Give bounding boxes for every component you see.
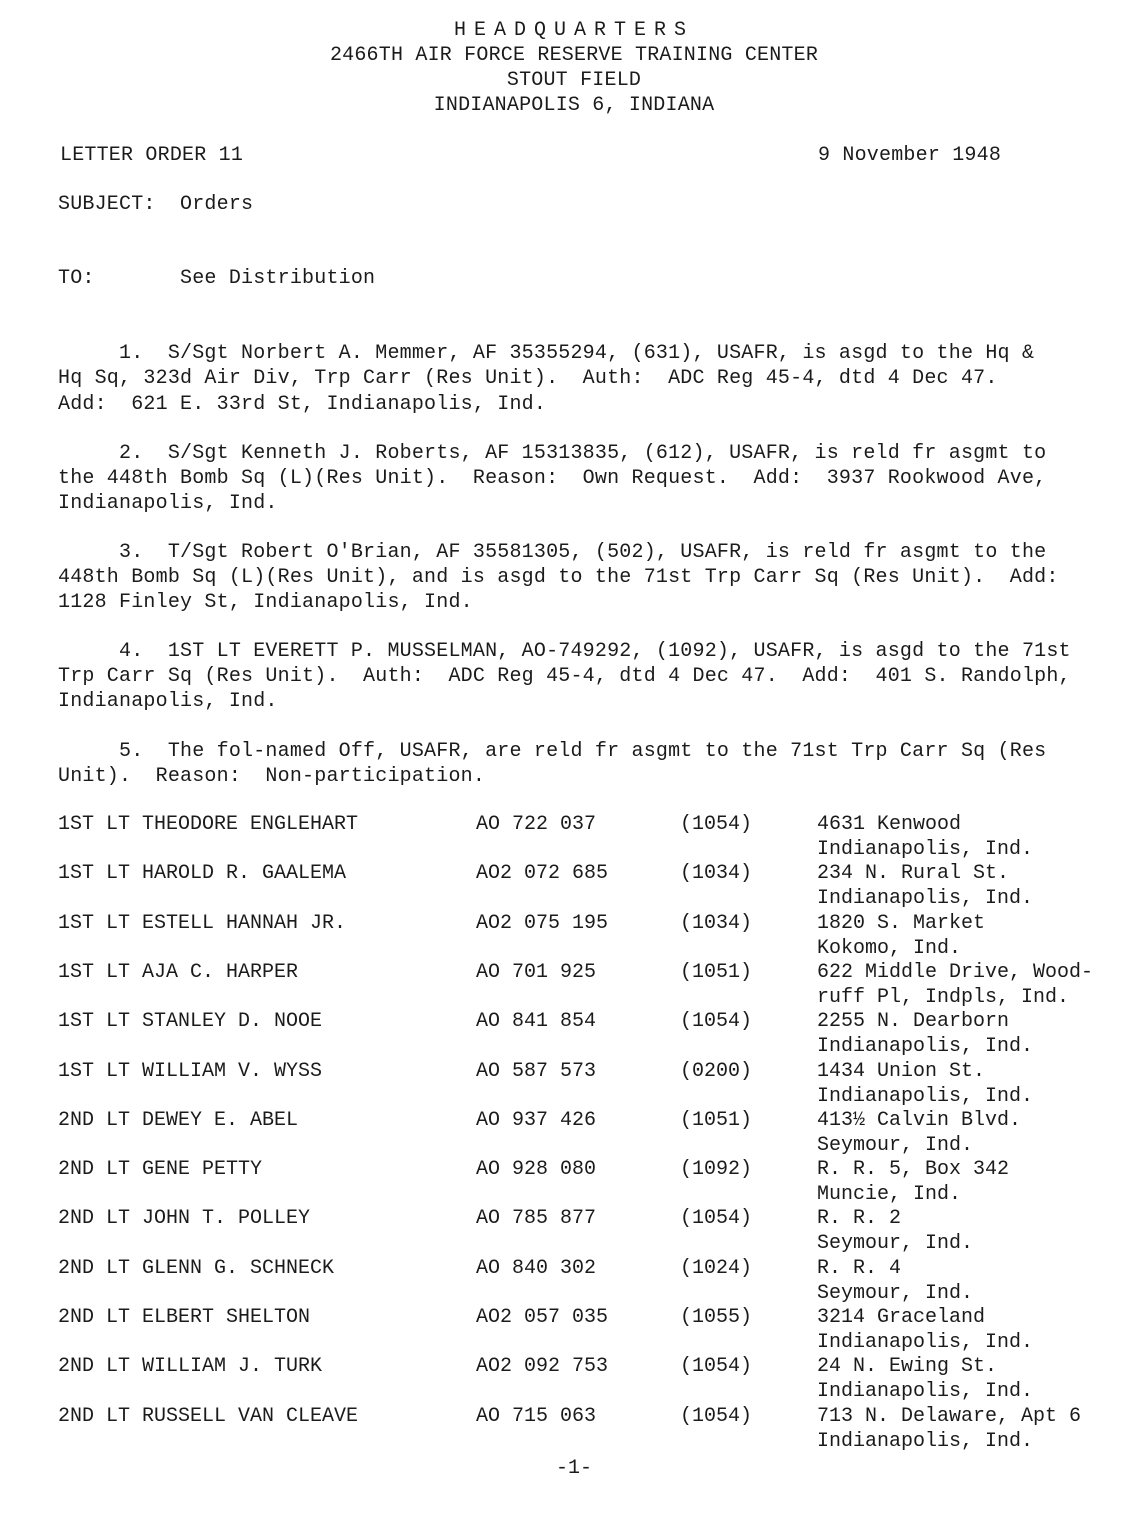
officer-row — [0, 1354, 1148, 1404]
officer-serial-number: AO 785 877 — [476, 1207, 597, 1231]
officer-specialty-code: (1034) — [680, 862, 753, 886]
paragraph-line: 5. The fol-named Off, USAFR, are reld fr asgmt to the 71st Trp Carr Sq (Res — [58, 740, 1047, 763]
officer-name: 1ST LT STANLEY D. NOOE — [58, 1010, 323, 1034]
officer-specialty-code: (1055) — [680, 1306, 753, 1329]
address-line-2: ruff Pl, Indpls, Ind. — [817, 985, 1070, 1009]
officer-serial-number: AO2 092 753 — [476, 1355, 609, 1379]
officer-name: 2ND LT GLENN G. SCHNECK — [58, 1256, 335, 1280]
address-line-1: 234 N. Rural St. — [817, 862, 1010, 886]
address-line-1: 2255 N. Dearborn — [817, 1010, 1010, 1034]
officer-address — [817, 960, 1093, 1010]
officer-address — [817, 1305, 1033, 1355]
field-name: STOUT FIELD — [506, 69, 642, 92]
subject-line: SUBJECT: Orders — [58, 193, 254, 216]
officer-name: 1ST LT HAROLD R. GAALEMA — [58, 862, 347, 886]
address-line-1: R. R. 2 — [817, 1207, 902, 1231]
officer-serial-number: AO 701 925 — [476, 960, 597, 984]
officer-specialty-code: (1051) — [680, 960, 753, 984]
training-center-name: 2466TH AIR FORCE RESERVE TRAINING CENTER — [329, 44, 819, 67]
address-line-1: 4631 Kenwood — [817, 813, 962, 836]
paragraph-line: 448th Bomb Sq (L)(Res Unit), and is asgd to the 71st Trp Carr Sq (Res Unit). Add: — [58, 566, 1059, 589]
paragraph-line: Trp Carr Sq (Res Unit). Auth: ADC Reg 45-4, dtd 4 Dec 47. Add: 401 S. Randolph, — [58, 665, 1071, 688]
officer-address — [817, 1059, 1033, 1109]
to-line: TO: See Distribution — [58, 267, 376, 290]
address-line-2: Indianapolis, Ind. — [817, 1380, 1034, 1404]
address-line-2: Kokomo, Ind. — [817, 936, 962, 960]
officer-specialty-code: (1054) — [680, 1010, 753, 1034]
officer-row — [0, 1157, 1148, 1207]
officer-specialty-code: (1034) — [680, 911, 753, 935]
officer-serial-number: AO 928 080 — [476, 1158, 597, 1182]
officer-row — [0, 1009, 1148, 1059]
paragraph-line: Indianapolis, Ind. — [58, 492, 278, 515]
paragraph-line: 3. T/Sgt Robert O'Brian, AF 35581305, (502), USAFR, is reld fr asgmt to the — [58, 541, 1047, 564]
officer-specialty-code: (1024) — [680, 1256, 753, 1280]
officer-specialty-code: (1051) — [680, 1108, 753, 1132]
address-line-2: Indianapolis, Ind. — [817, 1035, 1034, 1059]
officer-address — [817, 1256, 973, 1306]
address-line-1: 24 N. Ewing St. — [817, 1355, 998, 1379]
address-line-2: Indianapolis, Ind. — [817, 838, 1034, 861]
officer-name: 2ND LT GENE PETTY — [58, 1158, 263, 1182]
officer-row — [0, 911, 1148, 961]
address-line-2: Seymour, Ind. — [817, 1281, 974, 1305]
letter-order-number: LETTER ORDER 11 — [60, 144, 244, 167]
officer-specialty-code: (1054) — [680, 1404, 753, 1428]
officer-serial-number: AO2 057 035 — [476, 1306, 609, 1329]
officer-serial-number: AO 722 037 — [476, 813, 597, 836]
paragraph-line: Unit). Reason: Non-participation. — [58, 765, 486, 788]
address-line-2: Indianapolis, Ind. — [817, 1084, 1034, 1108]
address-line-2: Indianapolis, Ind. — [817, 1429, 1034, 1453]
officer-name: 1ST LT ESTELL HANNAH JR. — [58, 911, 347, 935]
officer-address — [817, 1206, 973, 1256]
officer-name: 2ND LT DEWEY E. ABEL — [58, 1108, 299, 1132]
officer-row — [0, 960, 1148, 1010]
address-line-1: 1434 Union St. — [817, 1059, 986, 1083]
officer-name: 1ST LT WILLIAM V. WYSS — [58, 1059, 323, 1083]
officer-specialty-code: (1092) — [680, 1158, 753, 1182]
officer-row — [0, 1305, 1148, 1355]
officer-serial-number: AO2 072 685 — [476, 862, 609, 886]
paragraph-line: 1. S/Sgt Norbert A. Memmer, AF 35355294, (631), USAFR, is asgd to the Hq & — [58, 342, 1035, 365]
address-line-2: Indianapolis, Ind. — [817, 887, 1034, 911]
officer-address — [817, 911, 985, 961]
address-line-1: 413½ Calvin Blvd. — [817, 1108, 1022, 1132]
officer-specialty-code: (1054) — [680, 1355, 753, 1379]
officer-name: 1ST LT THEODORE ENGLEHART — [58, 813, 359, 836]
address-line-1: R. R. 4 — [817, 1256, 902, 1280]
officer-row — [0, 1206, 1148, 1256]
officer-address — [817, 861, 1033, 911]
officer-row — [0, 861, 1148, 911]
address-line-1: 3214 Graceland — [817, 1306, 986, 1329]
officer-address — [817, 1354, 1033, 1404]
officer-name: 2ND LT JOHN T. POLLEY — [58, 1207, 311, 1231]
paragraph-line: Hq Sq, 323d Air Div, Trp Carr (Res Unit). Auth: ADC Reg 45-4, dtd 4 Dec 47. — [58, 367, 998, 390]
officer-serial-number: AO 587 573 — [476, 1059, 597, 1083]
paragraph-line: Indianapolis, Ind. — [58, 690, 278, 713]
officer-address — [817, 1404, 1081, 1454]
address-line-2: Seymour, Ind. — [817, 1133, 974, 1157]
officer-address — [817, 1157, 1009, 1207]
paragraph-line: 4. 1ST LT EVERETT P. MUSSELMAN, AO-749292, (1092), USAFR, is asgd to the 71st — [58, 640, 1071, 663]
address-line-1: 1820 S. Market — [817, 911, 986, 935]
address-line-2: Seymour, Ind. — [817, 1232, 974, 1256]
officer-address — [817, 1108, 1021, 1158]
officer-specialty-code: (1054) — [680, 1207, 753, 1231]
officer-row — [0, 1059, 1148, 1109]
address-line-1: R. R. 5, Box 342 — [817, 1158, 1010, 1182]
address-line-1: 622 Middle Drive, Wood- — [817, 960, 1094, 984]
officer-name: 2ND LT RUSSELL VAN CLEAVE — [58, 1404, 359, 1428]
address-line-2: Indianapolis, Ind. — [817, 1331, 1034, 1354]
officer-address — [817, 1009, 1033, 1059]
address-line-1: 713 N. Delaware, Apt 6 — [817, 1404, 1082, 1428]
officer-row — [0, 1256, 1148, 1306]
officer-serial-number: AO 715 063 — [476, 1404, 597, 1428]
officer-serial-number: AO 841 854 — [476, 1010, 597, 1034]
officer-address — [817, 812, 1033, 862]
page-number: -1- — [555, 1457, 592, 1480]
paragraph-line: the 448th Bomb Sq (L)(Res Unit). Reason: Own Request. Add: 3937 Rookwood Ave, — [58, 467, 1047, 490]
officer-row — [0, 1404, 1148, 1454]
paragraph-line: Add: 621 E. 33rd St, Indianapolis, Ind. — [58, 393, 547, 416]
paragraph-line: 1128 Finley St, Indianapolis, Ind. — [58, 591, 473, 614]
officer-name: 1ST LT AJA C. HARPER — [58, 960, 299, 984]
officer-row — [0, 1108, 1148, 1158]
officer-serial-number: AO2 075 195 — [476, 911, 609, 935]
officer-serial-number: AO 840 302 — [476, 1256, 597, 1280]
city-state: INDIANAPOLIS 6, INDIANA — [433, 94, 715, 117]
officer-specialty-code: (0200) — [680, 1059, 753, 1083]
officer-specialty-code: (1054) — [680, 813, 753, 836]
officer-serial-number: AO 937 426 — [476, 1108, 597, 1132]
order-date: 9 November 1948 — [818, 144, 1002, 167]
officer-name: 2ND LT ELBERT SHELTON — [58, 1306, 311, 1329]
officer-name: 2ND LT WILLIAM J. TURK — [58, 1355, 323, 1379]
paragraph-line: 2. S/Sgt Kenneth J. Roberts, AF 15313835, (612), USAFR, is reld fr asgmt to — [58, 442, 1047, 465]
address-line-2: Muncie, Ind. — [817, 1183, 962, 1207]
officer-row — [0, 812, 1148, 862]
headquarters-title: HEADQUARTERS — [453, 19, 695, 42]
